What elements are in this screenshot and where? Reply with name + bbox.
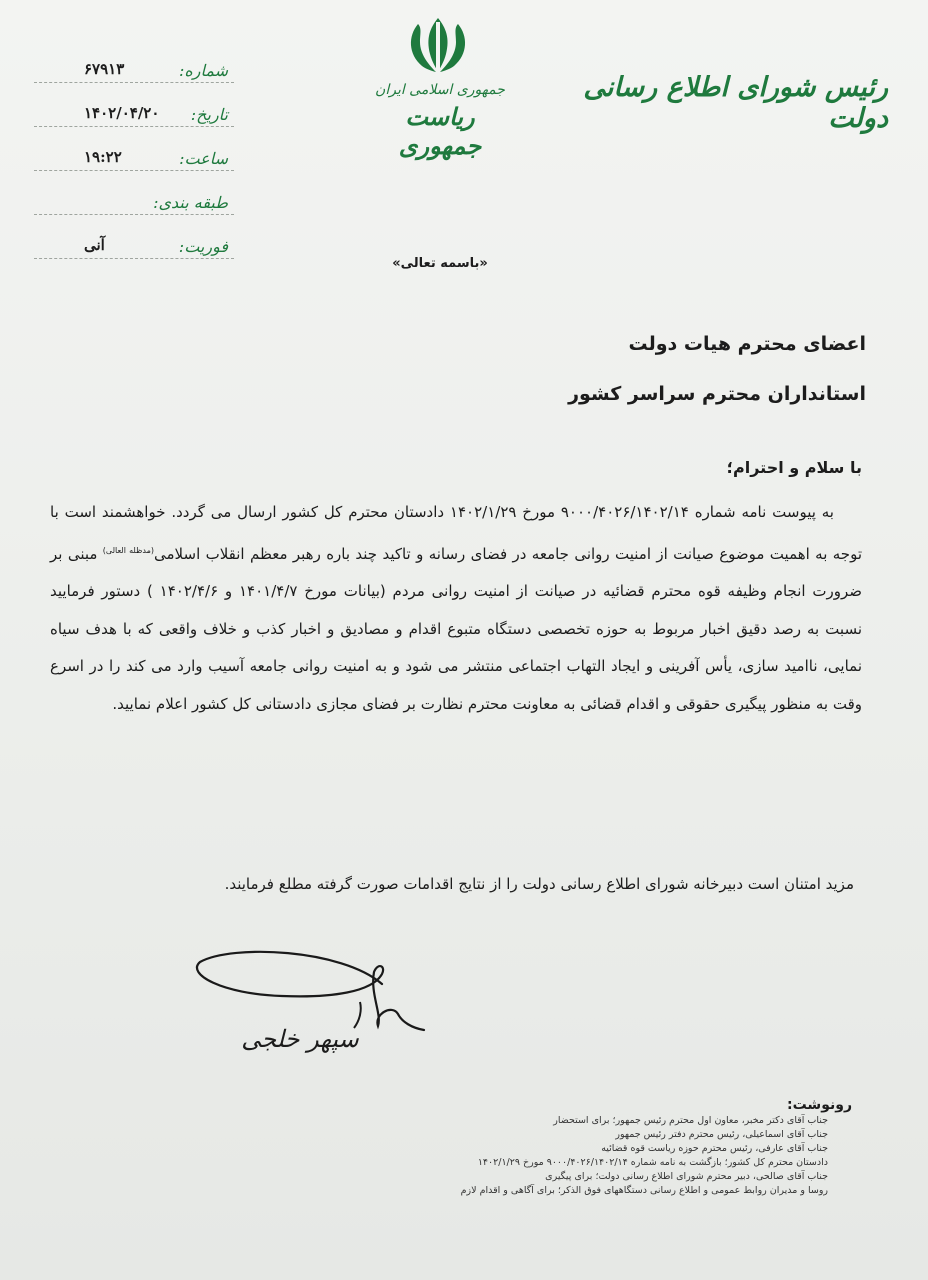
bismillah: «باسمه تعالی» bbox=[392, 256, 488, 271]
date-value: ۱۴۰۲/۰۴/۲۰ bbox=[84, 104, 160, 122]
cc-title: رونوشت: bbox=[787, 1097, 852, 1113]
priority-row bbox=[34, 226, 234, 259]
signatory-name: سپهر خلجی bbox=[241, 1025, 359, 1053]
cc-item: جناب آقای عارفی، رئیس محترم حوزه ریاست قوه قضائیه bbox=[601, 1143, 828, 1154]
body-part-a: به پیوست نامه شماره ۹۰۰۰/۴۰۲۶/۱۴۰۲/۱۴ مورخ ۱۴۰۲/۱/۲۹ دادستان محترم کل کشور ارسال می گردد. خواهشمند است با توجه به اهمیت موضوع صیانت از امنیت روانی جامعه در فضای رسانه و تاکید چند باره رهبر معظم انقلاب اسلامی bbox=[50, 503, 862, 563]
greeting: با سلام و احترام؛ bbox=[726, 458, 862, 477]
date-row bbox=[34, 94, 234, 127]
number-label: شماره: bbox=[178, 61, 228, 80]
cc-item: جناب آقای صالحی، دبیر محترم شورای اطلاع رسانی دولت؛ برای پیگیری bbox=[545, 1171, 828, 1182]
letter-body bbox=[50, 494, 862, 723]
time-label: ساعت: bbox=[179, 149, 228, 168]
number-value: ۶۷۹۱۳ bbox=[84, 60, 125, 78]
cc-item: روسا و مدیران روابط عمومی و اطلاع رسانی دستگاههای فوق الذکر؛ برای آگاهی و اقدام لازم bbox=[460, 1185, 828, 1196]
time-value: ۱۹:۲۲ bbox=[84, 148, 122, 166]
classification-label: طبقه بندی: bbox=[153, 193, 228, 212]
republic-label: جمهوری اسلامی ایران bbox=[375, 82, 505, 98]
date-label: تاریخ: bbox=[190, 105, 228, 124]
cc-item: جناب آقای دکتر مخبر، معاون اول محترم رئیس جمهور؛ برای استحضار bbox=[553, 1115, 828, 1126]
priority-value: آنی bbox=[84, 236, 105, 254]
letter-metadata bbox=[34, 50, 234, 270]
cc-item: دادستان محترم کل کشور؛ بازگشت به نامه شماره ۹۰۰۰/۴۰۲۶/۱۴۰۲/۱۴ مورخ ۱۴۰۲/۱/۲۹ bbox=[477, 1157, 828, 1168]
body-paragraph bbox=[50, 494, 862, 723]
presidency-block bbox=[360, 82, 520, 160]
addressee-cabinet: اعضای محترم هیات دولت bbox=[628, 333, 866, 355]
classification-row bbox=[34, 182, 234, 215]
body-part-b: مبنی بر ضرورت انجام وظیفه قوه محترم قضائیه در صیانت از امنیت روانی مردم (بیانات مورخ ۱۴۰۱/۴/۷ و ۱۴۰۲/۴/۶ ) دستور فرمایید نسبت به رصد دقیق اخبار مربوط به حوزه تخصصی دستگاه متبوع اقدام و مصادیق و اخبار کذب و خلاف واقعی که با هدف سیاه نمایی، ناامید سازی، یأس آفرینی و ایجاد التهاب اجتماعی منتشر می شود و به امنیت روانی جامعه آسیب وارد می کند را در اسرع وقت به منظور پیگیری حقوقی و اقدام قضائی به معاونت محترم نظارت بر فضای مجازی دادستانی کل کشور اعلام نمایید. bbox=[50, 544, 862, 713]
priority-label: فوریت: bbox=[178, 237, 228, 256]
signature-icon bbox=[192, 944, 442, 1074]
time-row bbox=[34, 138, 234, 171]
council-title: رئیس شورای اطلاع رسانی دولت bbox=[583, 72, 888, 134]
closing-line: مزید امتنان است دبیرخانه شورای اطلاع رسانی دولت را از نتایج اقدامات صورت گرفته مطلع فرمایند. bbox=[224, 875, 854, 893]
cc-item: جناب آقای اسماعیلی، رئیس محترم دفتر رئیس جمهور bbox=[615, 1129, 828, 1140]
honorific: (مدظله العالی) bbox=[102, 545, 155, 555]
iran-emblem-icon bbox=[400, 14, 476, 76]
cc-list bbox=[148, 1114, 828, 1198]
addressee-governors: استانداران محترم سراسر کشور bbox=[568, 383, 866, 405]
number-row bbox=[34, 50, 234, 83]
presidency-label: ریاست جمهوری bbox=[398, 102, 482, 160]
